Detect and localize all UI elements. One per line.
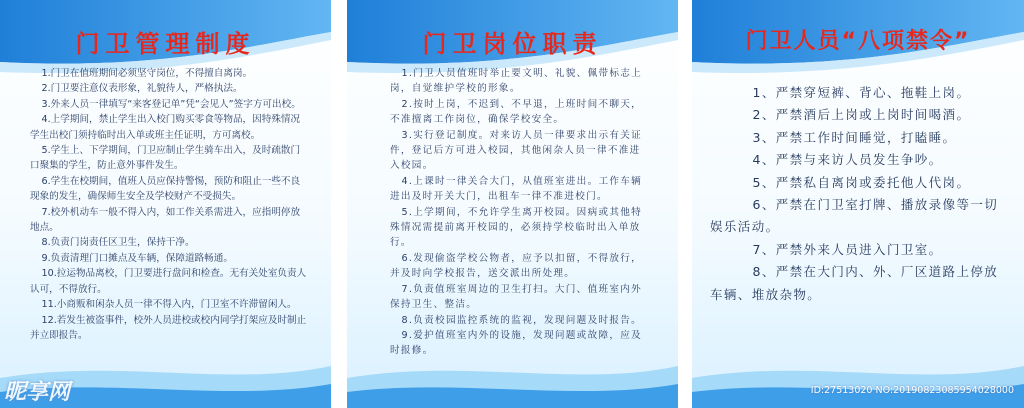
footer-wave-decoration	[692, 358, 1024, 408]
panel-title: 门卫岗位职责	[422, 30, 603, 58]
rules-panel-gate-duties	[347, 0, 678, 408]
list-item: 7.负责值班室周边的卫生打扫。大门、值班室内外保持卫生、整洁。	[390, 283, 643, 311]
watermark-logo: 昵享网	[4, 380, 71, 405]
footer-wave-decoration	[347, 358, 678, 408]
list-item: 8.负责校园监控系统的监视，发现问题及时报告。	[401, 314, 643, 326]
list-item: 4.上学期间，禁止学生出入校门购买零食等物品，因特殊情况学生出校门须持临时出入单或班主任证明，方可离校。	[30, 114, 301, 141]
list-item: 6.学生在校期间，值班人员应保持警惕，预防和阻止一些不良现象的发生，确保师生安全及学校财产不受损失。	[30, 175, 301, 203]
duties-list	[390, 66, 648, 359]
list-item: 9.爱护值班室内外的设施，发现问题或故障，应及时报修。	[390, 329, 643, 357]
list-item: 7、严禁外来人员进入门卫室。	[752, 241, 943, 257]
list-item: 6、严禁在门卫室打牌、播放录像等一切娱乐活动。	[710, 197, 999, 235]
list-item: 6.发现偷盗学校公物者，应予以扣留，不得放行，并及时向学校报告，送交派出所处理。	[390, 252, 643, 280]
rules-list	[30, 66, 307, 343]
prohibitions-list	[710, 82, 1002, 306]
list-item: 4.上课时一律关合大门，从值班室进出。工作车辆进出及时开关大门，出租车一律不准进校门。	[390, 175, 643, 203]
list-item: 5.上学期间，不允许学生离开校园。因病或其他特殊情况需提前离开校园的，必须持学校临时出入单放行。	[390, 206, 643, 249]
list-item: 1、严禁穿短裤、背心、拖鞋上岗。	[752, 85, 971, 100]
list-item: 9.负责清理门口摊点及车辆，保障道路畅通。	[41, 252, 233, 264]
list-item: 11.小商贩和闲杂人员一律不得入内，门卫室不许滞留闲人。	[41, 299, 297, 311]
list-item: 5.学生上、下学期间，门卫应制止学生骑车出入，及时疏散门口聚集的学生，防止意外事件发生。	[30, 145, 301, 172]
list-item: 2.门卫要注意仪表形象，礼貌待人，严格执法。	[41, 83, 243, 95]
list-item: 3、严禁工作时间睡觉，打瞌睡。	[752, 129, 957, 145]
panel-title: 门卫管理制度	[75, 30, 256, 58]
list-item: 5、严禁私自离岗或委托他人代岗。	[752, 174, 971, 190]
panel-title: 门卫人员“八项禁令”	[745, 29, 971, 54]
rules-panel-gate-management	[0, 0, 331, 408]
watermark-id: ID:27513020 NO:20190823085954028000	[810, 385, 1014, 396]
list-item: 7.校外机动车一般不得入内，如工作关系需进入，应指明停放地点。	[30, 206, 301, 234]
list-item: 3.外来人员一律填写“来客登记单”凭“会见人”签字方可出校。	[41, 98, 301, 110]
list-item: 8、严禁在大门内、外、厂区道路上停放车辆、堆放杂物。	[710, 264, 999, 302]
list-item: 1.门卫在值班期间必须坚守岗位，不得擅自离岗。	[41, 68, 253, 79]
rules-panel-eight-prohibitions	[692, 0, 1024, 408]
list-item: 1.门卫人员值班时举止要文明、礼貌、佩带标志上岗，自觉维护学校的形象。	[390, 68, 643, 95]
list-item: 2.按时上岗，不迟到、不早退，上班时间不聊天，不准擅离工作岗位，确保学校安全。	[390, 98, 643, 126]
list-item: 10.拉运物品离校，门卫要进行盘问和检查。无有关处室负责人认可，不得放行。	[30, 268, 307, 295]
list-item: 4、严禁与来访人员发生争吵。	[752, 152, 943, 168]
list-item: 8.负责门岗责任区卫生，保持干净。	[41, 237, 195, 249]
list-item: 12.若发生被盗事件，校外人员进校或校内同学打架应及时制止并立即报告。	[30, 314, 307, 341]
list-item: 3.实行登记制度。对来访人员一律要求出示有关证件，登记后方可进入校园，其他闲杂人员一律不准进入校园。	[390, 129, 643, 172]
list-item: 2、严禁酒后上岗或上岗时间喝酒。	[752, 107, 971, 123]
